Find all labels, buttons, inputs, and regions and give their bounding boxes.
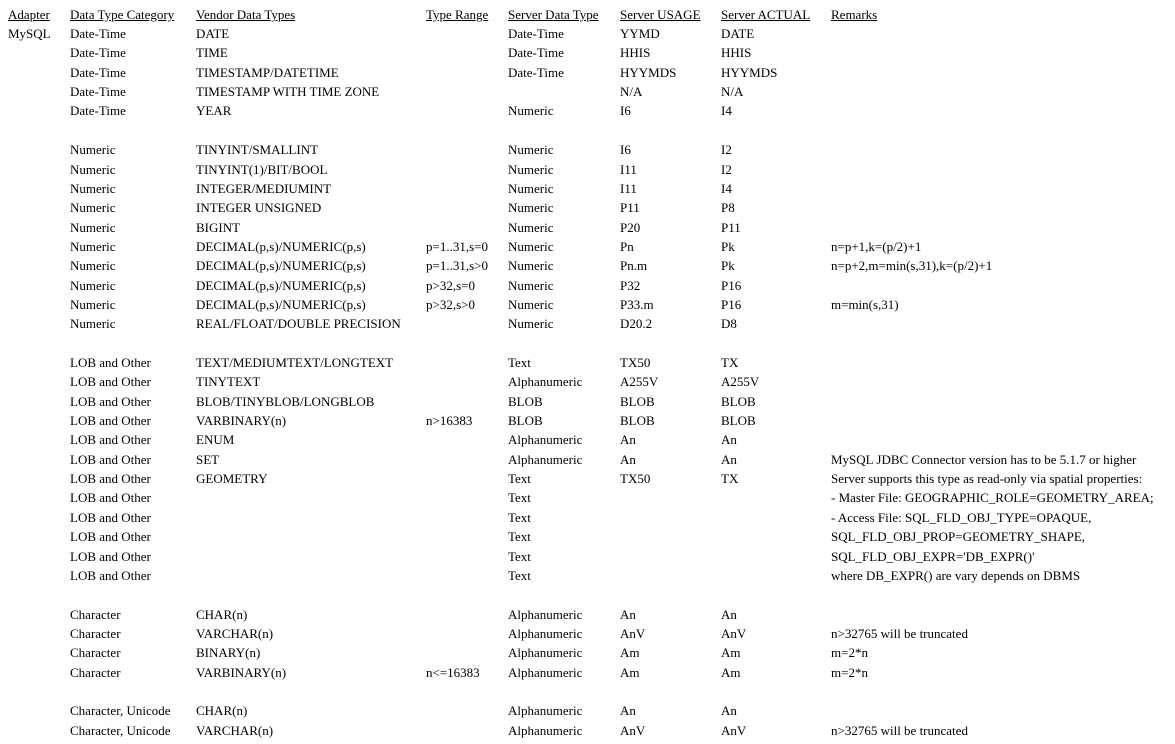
cell-server-actual: P16 [721,277,742,293]
table-row [0,160,1175,179]
cell-vendor-data-type: TINYTEXT [196,374,261,390]
table-row [0,701,1175,720]
cell-server-data-type: Numeric [508,219,554,235]
table-row [0,643,1175,662]
cell-server-actual: An [721,606,737,622]
cell-server-usage: D20.2 [620,316,653,332]
table-row [0,121,1175,140]
cell-type-range: p=1..31,s>0 [426,258,488,274]
cell-type-range: p>32,s=0 [426,277,475,293]
cell-server-usage: I6 [620,142,631,158]
cell-server-data-type: Alphanumeric [508,432,583,448]
cell-server-usage: A255V [620,374,659,390]
cell-server-usage: AnV [620,625,646,641]
cell-server-data-type: Alphanumeric [508,451,583,467]
cell-data-type-category: Numeric [70,258,116,274]
table-row [0,488,1175,507]
cell-server-data-type: Alphanumeric [508,606,583,622]
table-row [0,624,1175,643]
cell-server-actual: TX [721,355,739,370]
table-row [0,43,1175,62]
table-row [0,140,1175,159]
cell-vendor-data-type: ENUM [196,432,235,448]
cell-vendor-data-type: TINYINT(1)/BIT/BOOL [196,161,328,177]
cell-server-actual: Am [721,664,741,680]
cell-server-actual: I2 [721,161,732,177]
cell-type-range: n<=16383 [426,664,480,680]
cell-data-type-category: LOB and Other [70,355,151,370]
header-adapter: Adapter [8,7,50,22]
header-type-range: Type Range [426,7,489,22]
cell-server-data-type: Text [508,567,531,583]
cell-server-actual: P16 [721,296,742,312]
cell-vendor-data-type: DECIMAL(p,s)/NUMERIC(p,s) [196,277,366,293]
cell-data-type-category: LOB and Other [70,374,151,390]
cell-remarks: m=2*n [831,645,868,661]
table-row [0,508,1175,527]
cell-server-actual: Am [721,645,741,661]
cell-server-data-type: Alphanumeric [508,374,583,390]
table-row [0,469,1175,488]
cell-server-actual: An [721,451,737,467]
cell-server-data-type: Alphanumeric [508,703,583,719]
cell-server-data-type: Text [508,529,531,545]
cell-server-usage: HHIS [620,45,651,61]
cell-data-type-category: Date-Time [70,64,126,80]
cell-server-usage: P32 [620,277,641,293]
cell-server-usage: HYYMDS [620,64,677,80]
cell-server-data-type: BLOB [508,413,543,428]
cell-data-type-category: LOB and Other [70,490,151,506]
cell-data-type-category: LOB and Other [70,393,151,409]
table-row [0,527,1175,546]
cell-type-range: p=1..31,s=0 [426,238,488,254]
cell-server-actual: Pk [721,258,735,274]
table-row [0,63,1175,82]
cell-remarks: SQL_FLD_OBJ_PROP=GEOMETRY_SHAPE, [831,529,1086,545]
cell-server-data-type: Text [508,471,531,487]
cell-vendor-data-type: BLOB/TINYBLOB/LONGBLOB [196,393,375,409]
table-row [0,82,1175,101]
cell-server-actual: DATE [721,26,755,41]
cell-remarks: SQL_FLD_OBJ_EXPR='DB_EXPR()' [831,548,1035,564]
cell-server-data-type: Numeric [508,161,554,177]
cell-server-data-type: Alphanumeric [508,664,583,680]
cell-server-data-type: Alphanumeric [508,645,583,661]
table-row [0,430,1175,449]
cell-server-data-type: Text [508,355,531,370]
cell-remarks: - Master File: GEOGRAPHIC_ROLE=GEOMETRY_AREA; [831,490,1154,506]
cell-server-usage: TX50 [620,355,651,370]
cell-server-usage: An [620,606,636,622]
cell-server-data-type: Text [508,509,531,525]
cell-remarks: m=min(s,31) [831,296,899,312]
cell-remarks: n=p+1,k=(p/2)+1 [831,238,922,254]
cell-vendor-data-type: TEXT/MEDIUMTEXT/LONGTEXT [196,355,394,370]
cell-adapter: MySQL [8,26,51,41]
cell-server-usage: I11 [620,161,637,177]
cell-data-type-category: Numeric [70,316,116,332]
table-row [0,334,1175,353]
cell-server-usage: An [620,451,636,467]
cell-server-actual: HHIS [721,45,752,61]
cell-server-usage: P33.m [620,296,654,312]
cell-server-actual: I4 [721,103,732,119]
cell-vendor-data-type: TINYINT/SMALLINT [196,142,319,158]
header-remarks: Remarks [831,7,878,22]
cell-data-type-category: Numeric [70,219,116,235]
table-header-row [0,5,1175,24]
cell-server-data-type: Numeric [508,258,554,274]
table-row [0,256,1175,275]
cell-data-type-category: Numeric [70,161,116,177]
cell-data-type-category: LOB and Other [70,509,151,525]
cell-server-usage: YYMD [620,26,660,41]
table-row [0,198,1175,217]
cell-data-type-category: LOB and Other [70,413,151,428]
cell-server-data-type: Numeric [508,296,554,312]
cell-server-data-type: Numeric [508,142,554,158]
cell-data-type-category: Character [70,645,121,661]
cell-vendor-data-type: CHAR(n) [196,703,248,719]
cell-data-type-category: Numeric [70,296,116,312]
cell-vendor-data-type: YEAR [196,103,232,119]
cell-vendor-data-type: TIME [196,45,228,61]
cell-data-type-category: LOB and Other [70,567,151,583]
cell-type-range: n>16383 [426,413,473,428]
cell-vendor-data-type: DATE [196,26,230,41]
cell-data-type-category: Numeric [70,277,116,293]
cell-remarks: m=2*n [831,664,868,680]
cell-server-data-type: Alphanumeric [508,722,583,738]
cell-data-type-category: LOB and Other [70,471,151,487]
cell-server-usage: P11 [620,200,640,216]
cell-server-usage: Am [620,645,640,661]
cell-data-type-category: Numeric [70,142,116,158]
cell-vendor-data-type: TIMESTAMP/DATETIME [196,64,339,80]
cell-server-actual: I4 [721,180,732,196]
cell-server-actual: An [721,432,737,448]
table-row [0,179,1175,198]
cell-data-type-category: LOB and Other [70,451,151,467]
table-row [0,372,1175,391]
cell-vendor-data-type: DECIMAL(p,s)/NUMERIC(p,s) [196,296,366,312]
cell-server-data-type: Alphanumeric [508,625,583,641]
table-row [0,411,1175,430]
cell-server-data-type: Date-Time [508,64,564,80]
cell-vendor-data-type: SET [196,451,220,467]
cell-data-type-category: Date-Time [70,45,126,61]
cell-server-data-type: Text [508,490,531,506]
table-row [0,276,1175,295]
cell-server-usage: AnV [620,722,646,738]
cell-data-type-category: LOB and Other [70,548,151,564]
table-row [0,663,1175,682]
cell-remarks: Server supports this type as read-only via spatial properties: [831,471,1143,487]
table-row [0,218,1175,237]
cell-server-data-type: Numeric [508,277,554,293]
cell-remarks: - Access File: SQL_FLD_OBJ_TYPE=OPAQUE, [831,509,1092,525]
cell-vendor-data-type: VARCHAR(n) [196,625,274,641]
cell-remarks: where DB_EXPR() are vary depends on DBMS [831,567,1081,583]
header-server-data-type: Server Data Type [508,7,599,22]
cell-data-type-category: Numeric [70,180,116,196]
cell-vendor-data-type: VARBINARY(n) [196,664,287,680]
header-data-type-category: Data Type Category [70,7,175,22]
table-row [0,585,1175,604]
cell-vendor-data-type: REAL/FLOAT/DOUBLE PRECISION [196,316,401,332]
cell-data-type-category: Character, Unicode [70,703,171,719]
cell-server-actual: N/A [721,84,744,100]
cell-vendor-data-type: BIGINT [196,219,241,235]
cell-server-data-type: Numeric [508,200,554,216]
cell-vendor-data-type: DECIMAL(p,s)/NUMERIC(p,s) [196,258,366,274]
cell-data-type-category: Date-Time [70,26,126,41]
cell-server-data-type: Text [508,548,531,564]
cell-data-type-category: Character, Unicode [70,722,171,738]
cell-vendor-data-type: VARBINARY(n) [196,413,287,428]
cell-vendor-data-type: VARCHAR(n) [196,722,274,738]
table-row [0,566,1175,585]
cell-remarks: n>32765 will be truncated [831,625,968,641]
cell-server-usage: I6 [620,103,631,119]
cell-vendor-data-type: GEOMETRY [196,471,268,487]
table-row [0,721,1175,740]
cell-server-actual: A255V [721,374,760,390]
cell-server-usage: P20 [620,219,641,235]
table-row [0,24,1175,43]
cell-remarks: n=p+2,m=min(s,31),k=(p/2)+1 [831,258,993,274]
cell-server-usage: Am [620,664,640,680]
table-row [0,295,1175,314]
cell-type-range: p>32,s>0 [426,296,475,312]
cell-server-actual: HYYMDS [721,64,778,80]
cell-server-data-type: BLOB [508,393,543,409]
cell-vendor-data-type: CHAR(n) [196,606,248,622]
cell-vendor-data-type: BINARY(n) [196,645,261,661]
table-row [0,353,1175,372]
cell-data-type-category: Character [70,606,121,622]
cell-server-usage: An [620,432,636,448]
cell-data-type-category: LOB and Other [70,529,151,545]
cell-server-actual: AnV [721,625,747,641]
cell-server-data-type: Numeric [508,238,554,254]
cell-server-usage: An [620,703,636,719]
cell-server-usage: BLOB [620,413,655,428]
cell-server-actual: BLOB [721,413,756,428]
cell-server-actual: BLOB [721,393,756,409]
cell-server-data-type: Numeric [508,103,554,119]
header-vendor-data-types: Vendor Data Types [196,7,296,22]
table-row [0,450,1175,469]
cell-server-usage: TX50 [620,471,651,487]
header-server-usage: Server USAGE [620,7,701,22]
cell-data-type-category: LOB and Other [70,432,151,448]
cell-server-usage: Pn [620,238,634,254]
table-row [0,237,1175,256]
cell-vendor-data-type: INTEGER UNSIGNED [196,200,322,216]
cell-server-data-type: Numeric [508,180,554,196]
cell-vendor-data-type: INTEGER/MEDIUMINT [196,180,332,196]
cell-remarks: n>32765 will be truncated [831,722,968,738]
table-row [0,682,1175,701]
cell-server-usage: BLOB [620,393,655,409]
cell-server-data-type: Date-Time [508,26,564,41]
table-row [0,547,1175,566]
table-row [0,101,1175,120]
cell-data-type-category: Character [70,664,121,680]
cell-data-type-category: Character [70,625,121,641]
cell-server-usage: N/A [620,84,643,100]
cell-server-actual: P11 [721,219,741,235]
cell-data-type-category: Numeric [70,238,116,254]
cell-vendor-data-type: DECIMAL(p,s)/NUMERIC(p,s) [196,238,366,254]
cell-server-actual: AnV [721,722,747,738]
table-row [0,605,1175,624]
header-server-actual: Server ACTUAL [721,7,811,22]
cell-server-actual: P8 [721,200,735,216]
cell-server-usage: Pn.m [620,258,648,274]
cell-data-type-category: Date-Time [70,84,126,100]
cell-data-type-category: Date-Time [70,103,126,119]
table-row [0,392,1175,411]
cell-remarks: MySQL JDBC Connector version has to be 5.1.7 or higher [831,451,1137,467]
cell-server-actual: An [721,703,737,719]
cell-vendor-data-type: TIMESTAMP WITH TIME ZONE [196,84,380,100]
cell-data-type-category: Numeric [70,200,116,216]
cell-server-actual: D8 [721,316,737,332]
cell-server-actual: TX [721,471,739,487]
cell-server-data-type: Date-Time [508,45,564,61]
cell-server-actual: Pk [721,238,735,254]
cell-server-data-type: Numeric [508,316,554,332]
table-row [0,314,1175,333]
cell-server-actual: I2 [721,142,732,158]
cell-server-usage: I11 [620,180,637,196]
